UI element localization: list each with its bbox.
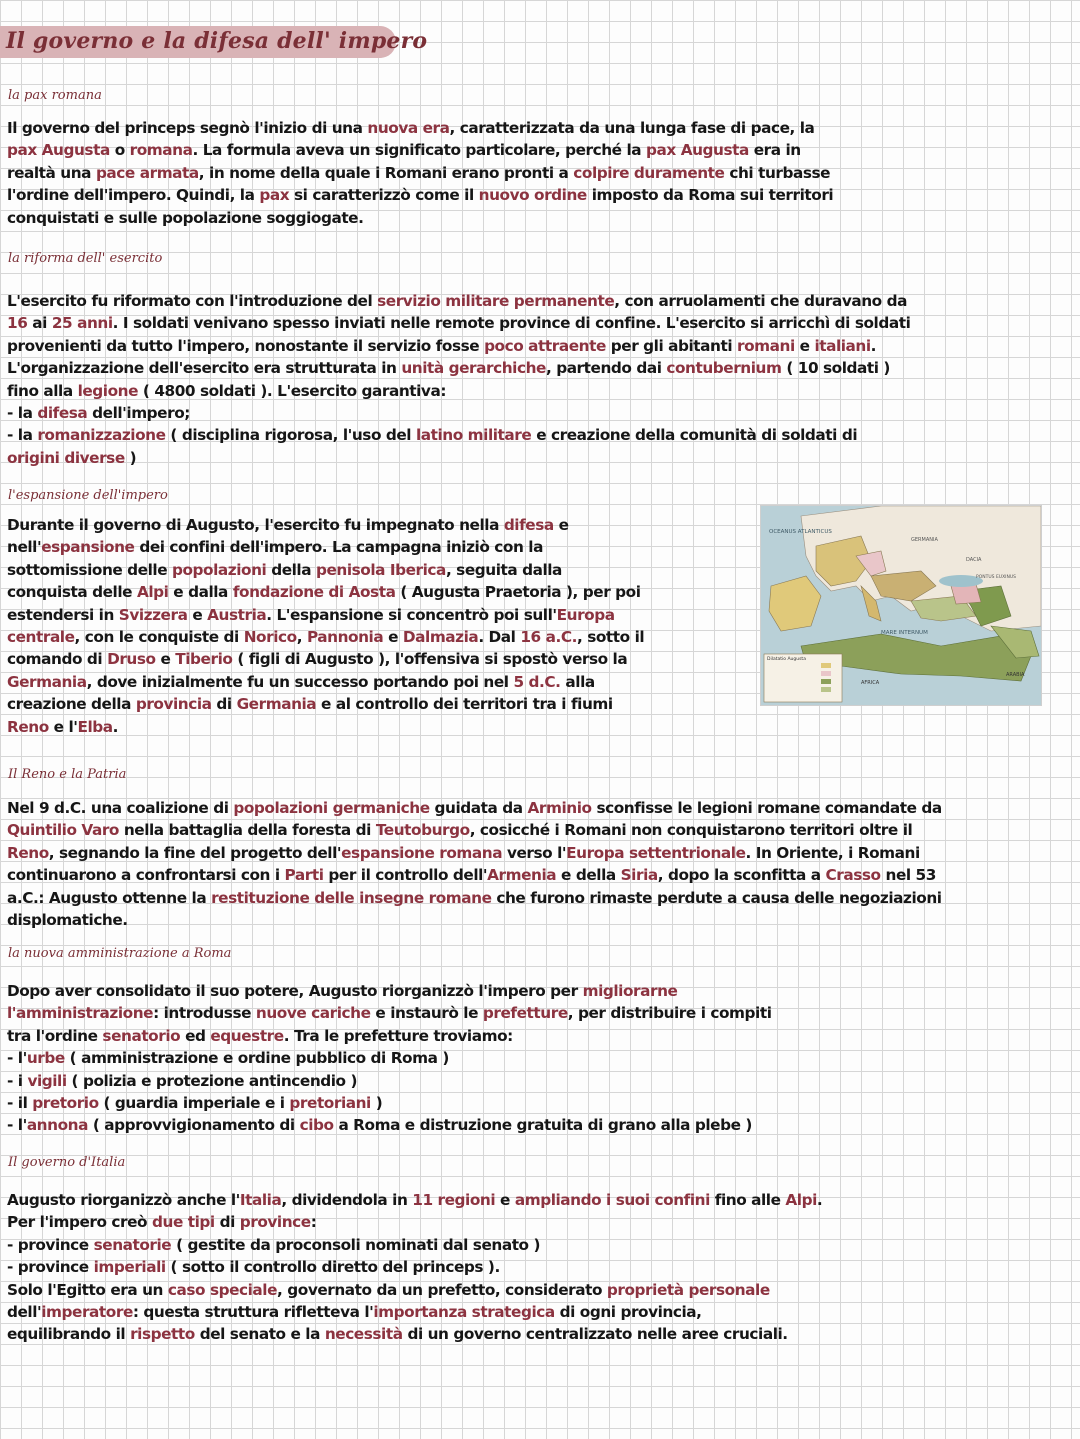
text-fragment: , sotto il [576, 627, 645, 646]
highlighted-term: pax Augusta [646, 141, 749, 160]
text-fragment: per gli abitanti [605, 336, 737, 355]
text-line [7, 604, 644, 626]
text-fragment: dell' [7, 1302, 42, 1321]
text-fragment: - province [7, 1235, 94, 1254]
text-fragment: e instaurò le [370, 1004, 483, 1023]
highlighted-term: Reno [7, 717, 49, 736]
highlighted-term: centrale [7, 627, 75, 646]
highlighted-term: Italia [239, 1191, 282, 1209]
text-fragment: ed [180, 1026, 211, 1045]
text-line [7, 1114, 772, 1136]
text-fragment: sconfisse le legioni romane comandate da [591, 799, 942, 817]
text-fragment: fino alla [7, 381, 78, 400]
map-graphic [761, 506, 1041, 705]
text-fragment: continuarono a confrontarsi con i [7, 866, 285, 885]
text-fragment: , con le conquiste di [74, 627, 244, 646]
text-fragment: - la [7, 403, 38, 422]
highlighted-term: Elba [77, 717, 113, 736]
highlighted-term: Teutoburgo [375, 821, 470, 840]
text-fragment: di un governo centralizzato nelle aree cruciali. [402, 1325, 788, 1344]
highlighted-term: proprietà personale [606, 1280, 770, 1299]
highlighted-term: nuovo ordine [478, 186, 587, 205]
text-line [7, 559, 644, 581]
highlighted-term: Parti [284, 866, 324, 885]
section-heading: Il governo d'Italia [8, 1155, 126, 1170]
highlighted-term: Alpi [785, 1191, 817, 1209]
text-fragment: Solo l'Egitto era un [7, 1280, 168, 1299]
highlighted-term: 16 a.C. [520, 627, 577, 646]
highlighted-term: imperiali [93, 1258, 166, 1277]
text-fragment: l'ordine dell'impero. Quindi, la [7, 186, 260, 205]
highlighted-term: Crasso [825, 866, 881, 885]
text-fragment: ( approvvigionamento di [87, 1116, 300, 1135]
highlighted-term: pax Augusta [7, 141, 110, 160]
text-line [7, 1047, 772, 1069]
highlighted-term: imperatore [41, 1302, 133, 1321]
text-fragment: conquistati e sulle popolazione soggiogate. [7, 208, 364, 227]
text-line [7, 139, 833, 161]
highlighted-term: province [239, 1213, 311, 1232]
text-fragment: Nel 9 d.C. una coalizione di [7, 799, 234, 817]
text-line [7, 184, 833, 206]
highlighted-term: Austria [207, 605, 267, 624]
highlighted-term: importanza strategica [373, 1302, 555, 1321]
highlighted-term: rispetto [130, 1325, 195, 1344]
section-paragraph [7, 290, 910, 469]
text-fragment: della [266, 560, 316, 579]
highlighted-term: colpire duramente [573, 163, 725, 182]
text-fragment: del senato e la [194, 1325, 325, 1344]
text-line [7, 887, 942, 909]
map-region-label: GERMANIA [911, 537, 938, 543]
highlighted-term: Germania [236, 695, 317, 714]
text-fragment: ( polizia e protezione antincendio ) [66, 1071, 358, 1090]
highlighted-term: Quintilio Varo [7, 821, 119, 840]
map-sea-label: MARE INTERNUM [881, 630, 928, 636]
text-fragment: realtà una [7, 163, 96, 182]
highlighted-term: pretoriani [289, 1093, 371, 1112]
text-fragment: . Dal [478, 627, 521, 646]
highlighted-term: pretorio [32, 1093, 99, 1112]
text-fragment: Dopo aver consolidato il suo potere, Augusto riorganizzò l'impero per [7, 982, 583, 1000]
text-fragment: verso l' [502, 843, 567, 862]
text-fragment: - l' [7, 1116, 27, 1135]
map-region-label: AFRICA [861, 680, 880, 686]
text-fragment: Per l'impero creò [7, 1213, 152, 1232]
text-fragment: - i [7, 1071, 28, 1090]
highlighted-term: 11 regioni [412, 1191, 496, 1209]
highlighted-term: fondazione di Aosta [232, 583, 396, 602]
text-line [7, 335, 910, 357]
text-fragment: nella battaglia della foresta di [118, 821, 376, 840]
text-fragment: . I soldati venivano spesso inviati nelle remote province di confine. L'esercito si arricchì di soldati [112, 314, 911, 333]
text-fragment: si caratterizzò come il [289, 186, 479, 205]
text-line [7, 819, 942, 841]
text-line [7, 797, 942, 819]
text-fragment: dell'impero; [87, 403, 190, 422]
text-fragment: nel 53 [880, 866, 936, 885]
highlighted-term: 25 anni [51, 314, 113, 333]
text-fragment: comando di [7, 650, 108, 669]
highlighted-term: equestre [210, 1026, 284, 1045]
text-fragment: ( sotto il controllo diretto del princeps ). [165, 1258, 500, 1277]
text-line [7, 1234, 822, 1256]
highlighted-term: provincia [135, 695, 212, 714]
highlighted-term: due tipi [152, 1213, 215, 1232]
text-fragment: , cosicché i Romani non conquistarono territori oltre il [469, 821, 913, 840]
highlighted-term: poco attraente [484, 336, 606, 355]
highlighted-term: prefetture [482, 1004, 568, 1023]
text-line [7, 1301, 822, 1323]
highlighted-term: annona [26, 1116, 88, 1135]
text-fragment: ( disciplina rigorosa, l'uso del [165, 426, 416, 445]
text-fragment: . L'espansione si concentrò poi sull' [266, 605, 557, 624]
text-line [7, 1092, 772, 1114]
text-line [7, 424, 910, 446]
highlighted-term: 5 d.C. [513, 672, 561, 691]
text-line [7, 581, 644, 603]
text-line [7, 290, 910, 312]
text-fragment: di [211, 695, 237, 714]
highlighted-term: migliorarne [582, 982, 678, 1000]
highlighted-term: difesa [37, 403, 88, 422]
highlighted-term: Europa settentrionale [566, 843, 746, 862]
text-fragment: e al controllo dei territori tra i fiumi [316, 695, 613, 714]
highlighted-term: Druso [107, 650, 156, 669]
text-fragment: . [112, 717, 119, 736]
text-fragment: imposto da Roma sui territori [586, 186, 834, 205]
text-fragment: , dopo la sconfitta a [657, 866, 826, 885]
text-fragment: ) [124, 448, 137, 467]
highlighted-term: Germania [7, 672, 87, 691]
text-line [7, 864, 942, 886]
section-heading: la riforma dell' esercito [8, 251, 163, 266]
highlighted-term: popolazioni [172, 560, 267, 579]
text-fragment: displomatiche. [7, 910, 128, 929]
text-line [7, 162, 833, 184]
text-line [7, 447, 910, 469]
text-fragment: guidata da [429, 799, 528, 817]
highlighted-term: romanizzazione [37, 426, 166, 445]
highlighted-term: senatorio [102, 1026, 181, 1045]
highlighted-term: urbe [26, 1049, 65, 1068]
highlighted-term: nuove cariche [255, 1004, 371, 1023]
highlighted-term: restituzione delle insegne romane [211, 888, 492, 907]
highlighted-term: senatorie [93, 1235, 172, 1254]
highlighted-term: Europa [556, 605, 615, 624]
highlighted-term: Norico [243, 627, 297, 646]
highlighted-term: Tiberio [175, 650, 233, 669]
text-fragment: e creazione della comunità di soldati di [531, 426, 858, 445]
highlighted-term: unità gerarchiche [401, 359, 546, 378]
text-fragment: nell' [7, 538, 42, 557]
highlighted-term: Siria [620, 866, 658, 885]
highlighted-term: Svizzera [118, 605, 188, 624]
text-line [7, 380, 910, 402]
highlighted-term: pace armata [95, 163, 199, 182]
section-heading: l'espansione dell'impero [8, 488, 168, 503]
text-line [7, 1070, 772, 1092]
text-fragment: , con arruolamenti che duravano da [614, 292, 907, 310]
text-fragment: , per distribuire i compiti [567, 1004, 772, 1023]
map-region-label: PONTUS EUXINUS [976, 575, 1017, 580]
text-line [7, 909, 942, 931]
text-fragment: e dalla [168, 583, 233, 602]
text-fragment: ) [370, 1093, 383, 1112]
text-fragment: creazione della [7, 695, 136, 714]
text-fragment: ( 4800 soldati ). L'esercito garantiva: [138, 381, 446, 400]
text-fragment: conquista delle [7, 583, 137, 602]
text-line [7, 312, 910, 334]
text-fragment: e [495, 1191, 515, 1209]
text-fragment: chi turbasse [724, 163, 831, 182]
text-line [7, 980, 772, 1002]
highlighted-term: difesa [503, 516, 554, 534]
highlighted-term: romana [129, 141, 193, 160]
text-line [7, 117, 833, 139]
text-fragment: tra l'ordine [7, 1026, 103, 1045]
highlighted-term: ampliando i suoi confini [514, 1191, 710, 1209]
text-fragment: provenienti da tutto l'impero, nonostante il servizio fosse [7, 336, 485, 355]
text-line [7, 716, 644, 738]
text-fragment: . La formula aveva un significato particolare, perché la [192, 141, 647, 160]
section-paragraph [7, 980, 772, 1137]
text-fragment: , caratterizzata da una lunga fase di pace, la [449, 119, 815, 137]
text-fragment: , in nome della quale i Romani erano pronti a [198, 163, 574, 182]
highlighted-term: Reno [7, 843, 49, 862]
map-legend-title: Dilatatio Augusta [767, 657, 806, 662]
text-fragment: L'organizzazione dell'esercito era strutturata in [7, 359, 402, 378]
text-fragment: sottomissione delle [7, 560, 172, 579]
section-heading: la pax romana [8, 88, 102, 103]
text-fragment: , dividendola in [281, 1191, 413, 1209]
section-heading: Il Reno e la Patria [8, 767, 127, 782]
highlighted-term: latino militare [415, 426, 532, 445]
text-line [7, 514, 644, 536]
highlighted-term: Armenia [487, 866, 557, 885]
text-fragment: e della [556, 866, 621, 885]
highlighted-term: caso speciale [167, 1280, 278, 1299]
highlighted-term: servizio militare permanente [377, 292, 615, 310]
text-fragment: a Roma e distruzione gratuita di grano alla plebe ) [333, 1116, 752, 1135]
highlighted-term: italiani [814, 336, 871, 355]
text-line [7, 648, 644, 670]
text-fragment: a.C.: Augusto ottenne la [7, 888, 212, 907]
highlighted-term: 16 [7, 314, 28, 333]
text-fragment: e l' [48, 717, 78, 736]
text-fragment: . Tra le prefetture troviamo: [283, 1026, 513, 1045]
section-paragraph [7, 514, 644, 738]
text-line [7, 1025, 772, 1047]
text-fragment: per il controllo dell' [323, 866, 488, 885]
text-fragment: , partendo dai [545, 359, 667, 378]
text-fragment: alla [560, 672, 595, 691]
text-line [7, 626, 644, 648]
text-fragment: - province [7, 1258, 94, 1277]
text-fragment: e [187, 605, 208, 624]
text-line [7, 1189, 822, 1211]
map-region-label: DACIA [966, 557, 982, 563]
section-paragraph [7, 797, 942, 931]
map-region-label: ARABIA [1006, 672, 1025, 678]
text-line [7, 693, 644, 715]
text-fragment: e [794, 336, 815, 355]
text-fragment: e [155, 650, 176, 669]
text-fragment: . In Oriente, i Romani [745, 843, 920, 862]
text-line [7, 671, 644, 693]
text-fragment: e [553, 516, 569, 534]
roman-empire-map [760, 505, 1042, 706]
highlighted-term: espansione romana [341, 843, 503, 862]
highlighted-term: penisola Iberica [315, 560, 446, 579]
text-line [7, 536, 644, 558]
highlighted-term: espansione [41, 538, 135, 557]
text-fragment: Augusto riorganizzò anche l' [7, 1191, 240, 1209]
text-line [7, 1211, 822, 1233]
highlighted-term: contubernium [666, 359, 782, 378]
highlighted-term: Dalmazia [402, 627, 479, 646]
text-fragment: ( guardia imperiale e i [98, 1093, 290, 1112]
section-paragraph [7, 1189, 822, 1346]
text-line [7, 207, 833, 229]
text-fragment: : [310, 1213, 317, 1232]
text-fragment: era in [748, 141, 801, 160]
text-fragment: Durante il governo di Augusto, l'esercito fu impegnato nella [7, 516, 504, 534]
highlighted-term: pax [259, 186, 290, 205]
highlighted-term: vigili [27, 1071, 67, 1090]
highlighted-term: Arminio [527, 799, 592, 817]
text-line [7, 1256, 822, 1278]
text-line [7, 842, 942, 864]
highlighted-term: nuova era [367, 119, 450, 137]
text-fragment: fino alle [709, 1191, 786, 1209]
highlighted-term: origini diverse [7, 448, 125, 467]
text-fragment: ( Augusta Praetoria ), per poi [395, 583, 641, 602]
text-fragment: , dove inizialmente fu un successo portando poi nel [86, 672, 514, 691]
text-line [7, 1323, 822, 1345]
highlighted-term: l'amministrazione [7, 1004, 154, 1023]
text-fragment: dei confini dell'impero. La campagna iniziò con la [134, 538, 543, 557]
text-fragment: L'esercito fu riformato con l'introduzione del [7, 292, 378, 310]
text-line [7, 1279, 822, 1301]
text-fragment: ( figli di Augusto ), l'offensiva si spostò verso la [232, 650, 628, 669]
text-fragment: - l' [7, 1049, 27, 1068]
text-fragment: : introdusse [153, 1004, 256, 1023]
highlighted-term: Pannonia [306, 627, 384, 646]
text-fragment: . [870, 336, 877, 355]
map-ocean-label: OCEANUS ATLANTICUS [769, 529, 832, 535]
highlighted-term: popolazioni germaniche [233, 799, 430, 817]
text-fragment: , segnando la fine del progetto dell' [48, 843, 342, 862]
highlighted-term: legione [77, 381, 139, 400]
page-title: Il governo e la difesa dell' impero [6, 28, 428, 54]
text-fragment: ( gestite da proconsoli nominati dal senato ) [171, 1235, 541, 1254]
text-fragment: : questa struttura rifletteva l' [132, 1302, 374, 1321]
highlighted-term: romani [737, 336, 795, 355]
text-fragment: ( amministrazione e ordine pubblico di Roma ) [64, 1049, 449, 1068]
section-heading: la nuova amministrazione a Roma [8, 946, 232, 961]
text-fragment: che furono rimaste perdute a causa delle negoziazioni [491, 888, 942, 907]
text-fragment: - il [7, 1093, 33, 1112]
text-fragment: di [214, 1213, 240, 1232]
text-fragment: estendersi in [7, 605, 119, 624]
text-line [7, 402, 910, 424]
highlighted-term: cibo [299, 1116, 334, 1135]
highlighted-term: Alpi [136, 583, 169, 602]
section-paragraph [7, 117, 833, 229]
highlighted-term: necessità [324, 1325, 403, 1344]
text-line [7, 1002, 772, 1024]
text-fragment: e [383, 627, 403, 646]
text-fragment: equilibrando il [7, 1325, 131, 1344]
text-fragment: ai [27, 314, 52, 333]
text-line [7, 357, 910, 379]
text-fragment: , governato da un prefetto, considerato [277, 1280, 607, 1299]
text-fragment: o [109, 141, 130, 160]
text-fragment: . [816, 1191, 823, 1209]
text-fragment: di ogni provincia, [554, 1302, 702, 1321]
text-fragment: , [296, 627, 307, 646]
text-fragment: ( 10 soldati ) [781, 359, 890, 378]
text-fragment: - la [7, 426, 38, 445]
text-fragment: Il governo del princeps segnò l'inizio di una [7, 119, 368, 137]
text-fragment: , seguita dalla [445, 560, 562, 579]
